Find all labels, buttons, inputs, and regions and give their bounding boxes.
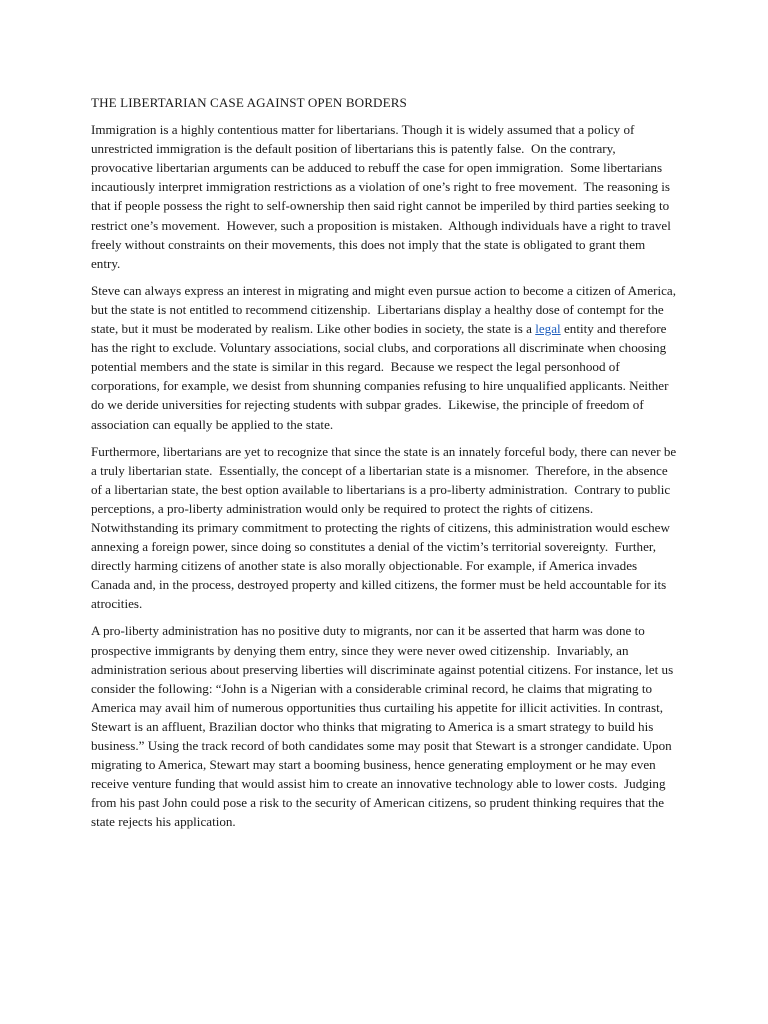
paragraph-2-text-before-link: Steve can always express an interest in migrating and might even pursue action to become a citizen of America, but the state is not entitled to recommend citizenship. Libertarians display a healthy dose of contempt for the state, but it must be moderated by realism. Like other bodies in society, the state is a [91,282,680,337]
document-page [91,93,680,839]
paragraph-3: Furthermore, libertarians are yet to recognize that since the state is an innately forceful body, there can never be a truly libertarian state. Essentially, the concept of a libertarian state is a misnomer. Therefore, in the absence of a libertarian state, the best option available to libertarians is a pro-liberty administration. Contrary to public perceptions, a pro-liberty administration would only be required to protect the rights of citizens. Notwithstanding its primary commitment to protecting the rights of citizens, this administration would eschew annexing a foreign power, since doing so constitutes a denial of the victim’s territorial sovereignty. Further, directly harming citizens of another state is also morally objectionable. For example, if America invades Canada and, in the process, destroyed property and killed citizens, the former must be held accountable for its atrocities. [91,443,680,612]
legal-link[interactable]: legal [535,321,561,337]
paragraph-1: Immigration is a highly contentious matter for libertarians. Though it is widely assumed that a policy of unrestricted immigration is the default position of libertarians this is patently false. On the contrary, provocative libertarian arguments can be adduced to rebuff the case for open immigration. Some libertarians incautiously interpret immigration restrictions as a violation of one’s right to free movement. The reasoning is that if people possess the right to self-ownership then said right cannot be imperiled by third parties seeking to restrict one’s movement. However, such a proposition is mistaken. Although individuals have a right to travel freely without constraints on their movements, this does not imply that the state is obligated to grant them entry. [91,122,675,271]
paragraph-2-text-after-link: entity and therefore has the right to exclude. Voluntary associations, social clubs, and corporations all discriminate when choosing potential members and the state is similar in this regard. Because we respect the legal personhood of corporations, for example, we desist from shunning companies refusing to hire unqualified applicants. Neither do we deride universities for rejecting students with subpar grades. Likewise, the principle of freedom of association can equally be applied to the state. [91,321,672,432]
document-title: THE LIBERTARIAN CASE AGAINST OPEN BORDERS [91,95,407,110]
paragraph-4: A pro-liberty administration has no positive duty to migrants, nor can it be asserted that harm was done to prospective immigrants by denying them entry, since they were never owed citizenship. Invariably, an administration serious about preserving liberties will discriminate against potential citizens. For instance, let us consider the following: “John is a Nigerian with a considerable criminal record, he claims that migrating to America may avail him of numerous opportunities thus curtailing his appetite for illicit activities. In contrast, Stewart is an affluent, Brazilian doctor who thinks that migrating to America is a smart strategy to build his business.” Using the track record of both candidates some may posit that Stewart is a stronger candidate. Upon migrating to America, Stewart may start a booming business, hence generating employment or he may even receive venture funding that would assist him to create an innovative technology able to lower costs. Judging from his past John could pose a risk to the security of American citizens, so prudent thinking requires that the state rejects his application. [91,623,677,830]
paragraph-2 [91,281,680,434]
